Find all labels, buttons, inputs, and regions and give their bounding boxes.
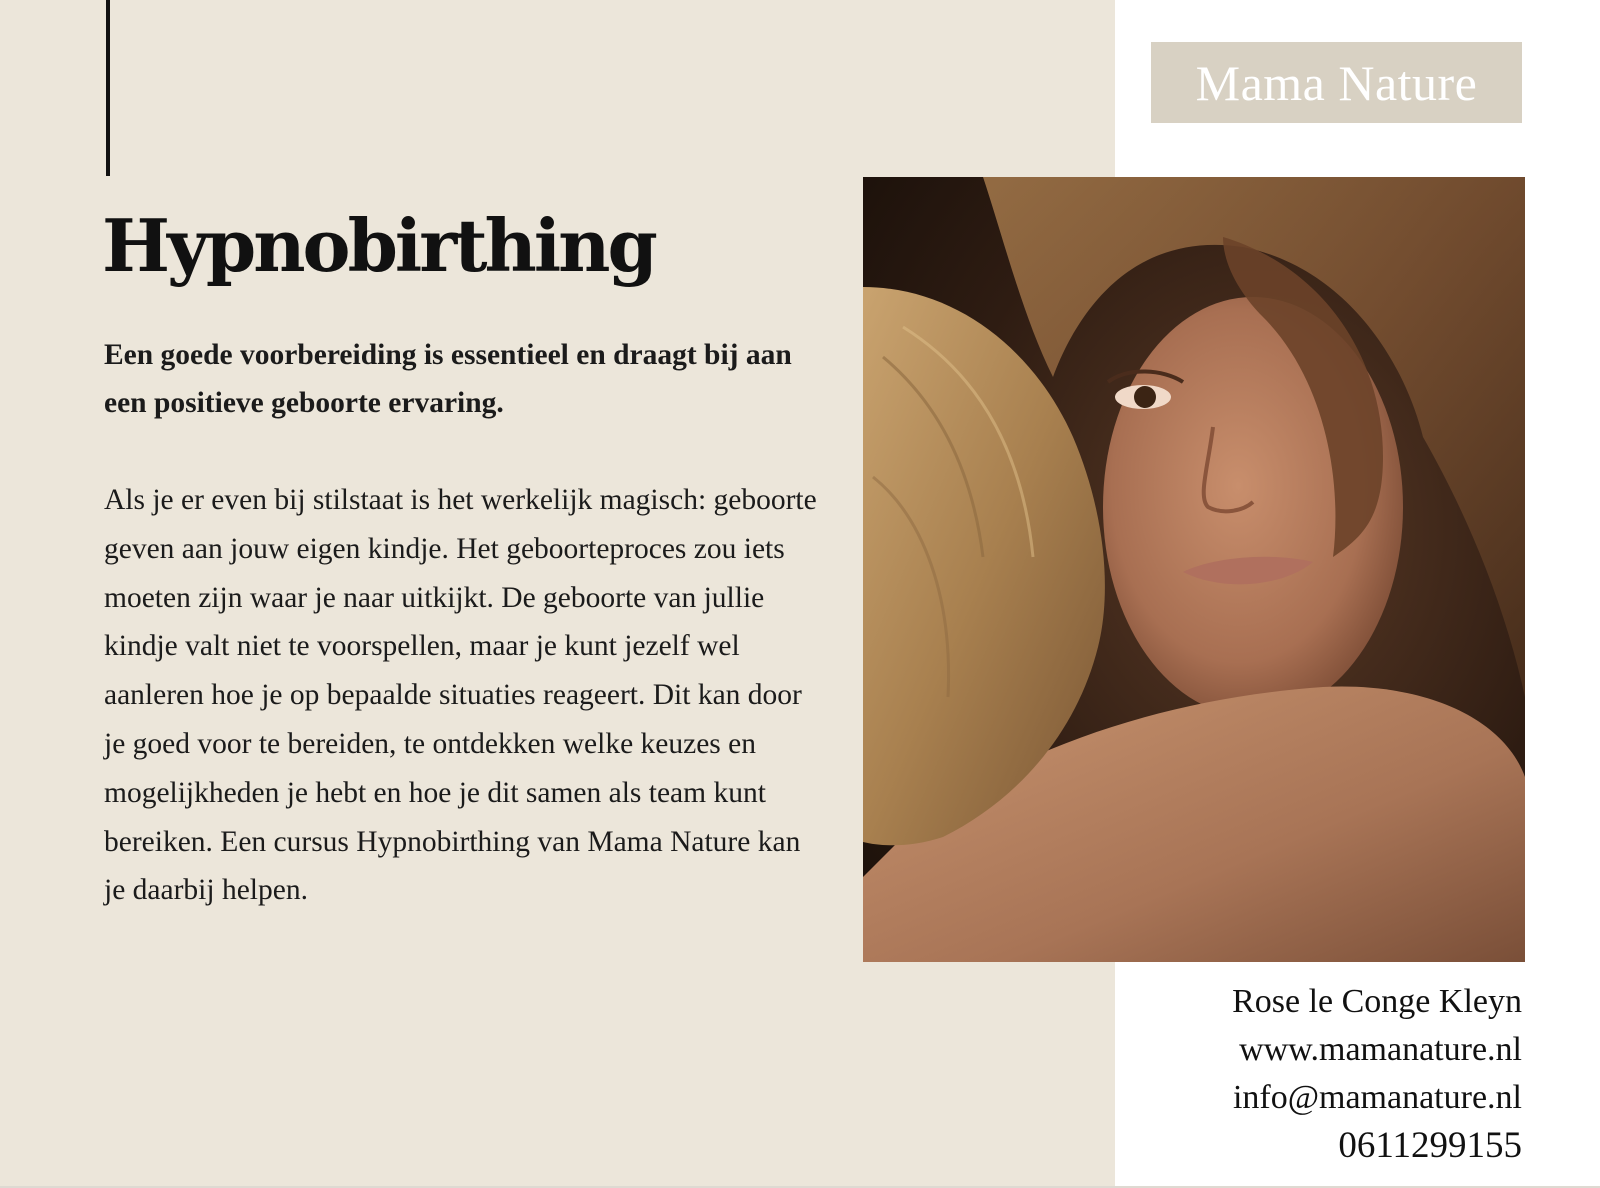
contact-block	[1232, 978, 1522, 1170]
portrait-photo	[863, 177, 1525, 962]
contact-name: Rose le Conge Kleyn	[1232, 983, 1522, 1020]
contact-phone[interactable]: 0611299155	[1338, 1125, 1522, 1166]
logo-text: Mama Nature	[1195, 54, 1478, 111]
contact-website[interactable]: www.mamanature.nl	[1239, 1031, 1522, 1068]
lead-paragraph: Een goede voorbereiding is essentieel en draagt bij aan een positieve geboorte ervaring.	[104, 339, 792, 419]
contact-email[interactable]: info@mamanature.nl	[1232, 1079, 1522, 1116]
body-paragraph: Als je er even bij stilstaat is het werkelijk magisch: geboorte geven aan jouw eigen kindje. Het geboorteproces zou iets moeten zijn waar je naar uitkijkt. De geboorte van jullie kindje valt niet te voorspellen, maar je kunt jezelf wel aanleren hoe je op bepaalde situaties reageert. Dit kan door je goed voor te bereiden, te ontdekken welke keuzes en mogelijkheden je hebt en hoe je dit samen als team kunt bereiken. Een cursus Hypnobirthing van Mama Nature kan je daarbij helpen.	[104, 484, 817, 907]
page-title: Hypnobirthing	[102, 203, 655, 288]
logo	[1151, 42, 1522, 123]
accent-line	[106, 0, 110, 176]
portrait-photo-illustration	[863, 177, 1525, 962]
